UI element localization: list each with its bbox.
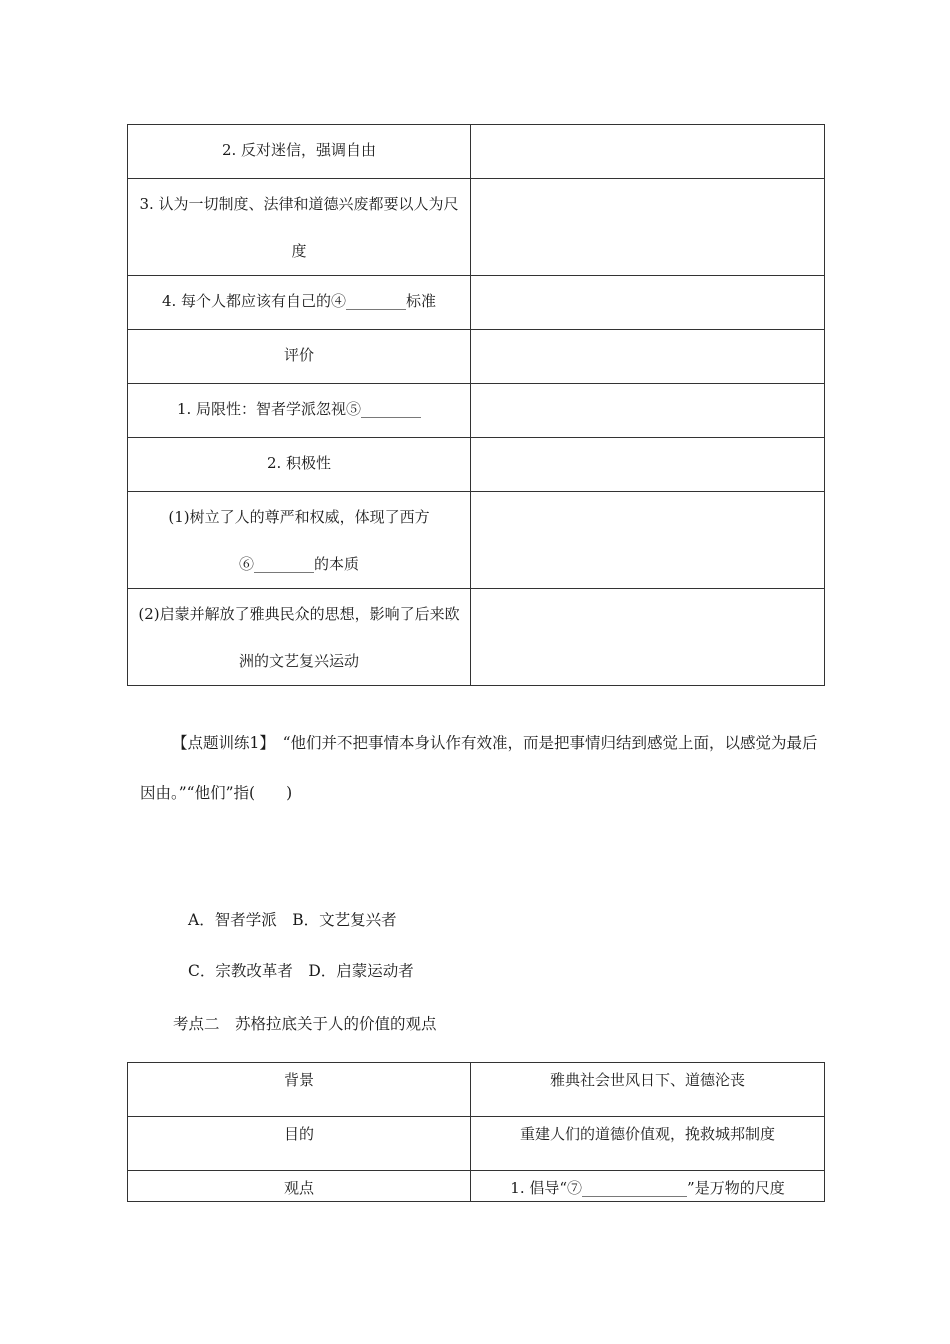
- table-row: [128, 276, 825, 330]
- table-row: [128, 1171, 825, 1202]
- table-row: [128, 589, 825, 686]
- table-cell-right: [471, 438, 825, 492]
- table-row: [128, 1117, 825, 1171]
- table-cell-right: [471, 330, 825, 384]
- table-cell-left: 背景: [128, 1063, 471, 1117]
- table-cell-right: [471, 589, 825, 686]
- table-row: [128, 1063, 825, 1117]
- table-cell-right: 雅典社会世风日下、道德沦丧: [471, 1063, 825, 1117]
- table-row: [128, 492, 825, 589]
- table-cell-right: [471, 276, 825, 330]
- table-cell-right: 1. 倡导“⑦______________”是万物的尺度: [471, 1171, 825, 1202]
- table-cell-left: 目的: [128, 1117, 471, 1171]
- table-cell-left: 2. 积极性: [128, 438, 471, 492]
- table-row: [128, 330, 825, 384]
- table-row: [128, 179, 825, 276]
- table-cell-left: 4. 每个人都应该有自己的④________标准: [128, 276, 471, 330]
- table-cell-left: 1. 局限性：智者学派忽视⑤________: [128, 384, 471, 438]
- sophists-table: [127, 124, 825, 686]
- table-cell-left: (1)树立了人的尊严和权威，体现了西方⑥________的本质: [128, 492, 471, 589]
- table-row: [128, 125, 825, 179]
- table-cell-left: 观点: [128, 1171, 471, 1202]
- answer-options-line-2: C．宗教改革者 D．启蒙运动者: [188, 962, 414, 980]
- table-row: [128, 438, 825, 492]
- table-cell-left: 评价: [128, 330, 471, 384]
- table-cell-right: [471, 179, 825, 276]
- table-cell-right: 重建人们的道德价值观，挽救城邦制度: [471, 1117, 825, 1171]
- answer-options-line-1: A．智者学派 B．文艺复兴者: [188, 911, 397, 929]
- table-cell-right: [471, 125, 825, 179]
- table-cell-left: 2. 反对迷信，强调自由: [128, 125, 471, 179]
- table-cell-right: [471, 492, 825, 589]
- socrates-table: [127, 1062, 825, 1202]
- table-cell-right: [471, 384, 825, 438]
- table-row: [128, 384, 825, 438]
- table-cell-left: (2)启蒙并解放了雅典民众的思想，影响了后来欧洲的文艺复兴运动: [128, 589, 471, 686]
- exercise-question: 【点题训练1】 “他们并不把事情本身认作有效准，而是把事情归结到感觉上面，以感觉为最后因由。”“他们”指( ): [140, 734, 818, 802]
- section-heading: 考点二 苏格拉底关于人的价值的观点: [173, 1015, 437, 1033]
- table-cell-left: 3. 认为一切制度、法律和道德兴废都要以人为尺度: [128, 179, 471, 276]
